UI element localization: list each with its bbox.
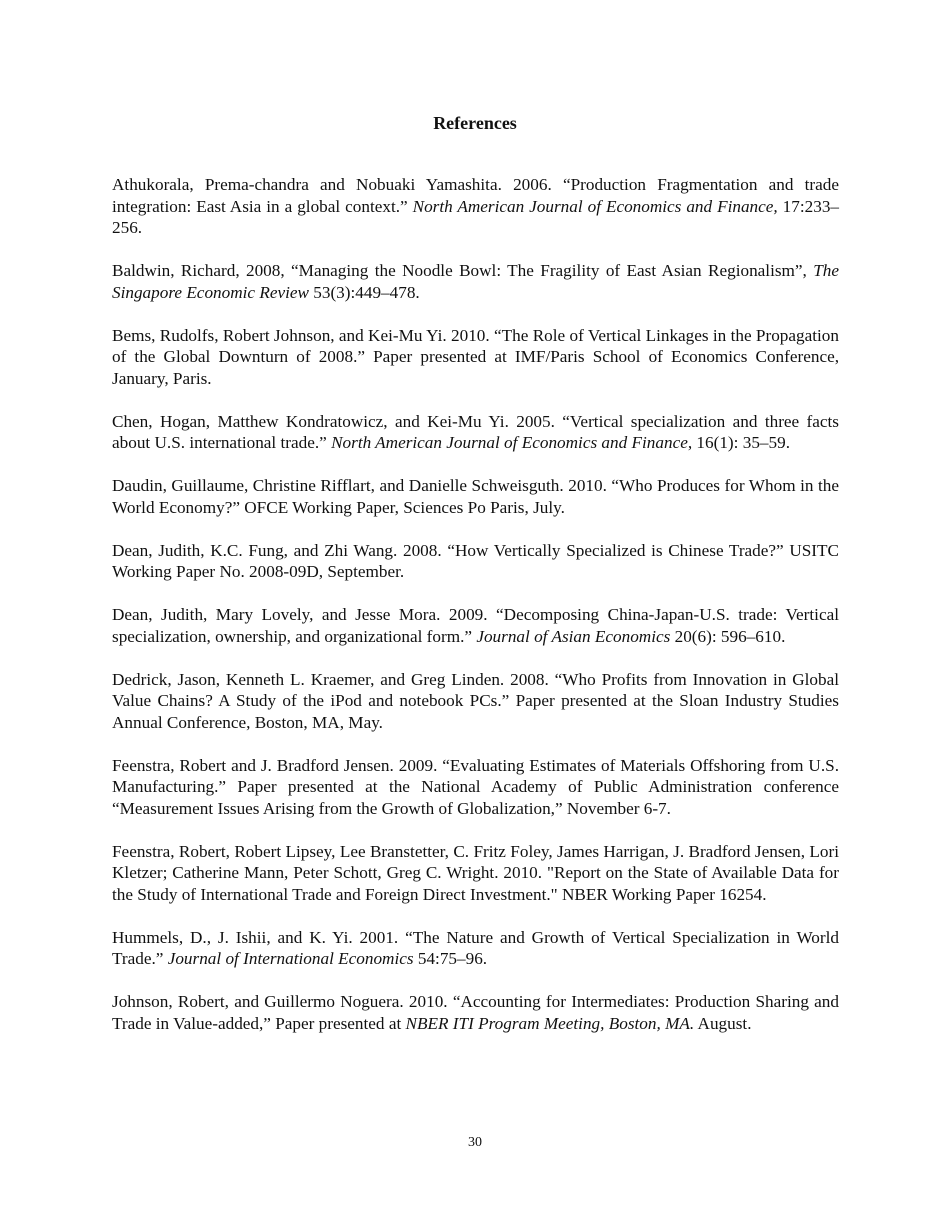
reference-text: Chen, Hogan, Matthew Kondratowicz, and Kei-Mu Yi. 2005. “Vertical specialization and three facts about U.S. international trade.” xyxy=(112,411,839,453)
reference-text: Dean, Judith, Mary Lovely, and Jesse Mora. 2009. “Decomposing China-Japan-U.S. trade: Vertical specialization, ownership, and organizational form.” xyxy=(112,605,839,646)
reference-entry xyxy=(112,325,839,390)
reference-journal: The Singapore Economic Review xyxy=(112,261,839,302)
reference-text: Feenstra, Robert and J. Bradford Jensen. 2009. “Evaluating Estimates of Materials Offshoring from U.S. Manufacturing.” Paper presented at the National Academy of Public Administration conference “Measurement Issues Arising from the Growth of Globalization,” November 6-7. xyxy=(112,755,839,818)
references-heading: References xyxy=(433,113,517,133)
reference-entry xyxy=(112,475,839,518)
reference-details: , 16(1): 35–59. xyxy=(687,433,790,453)
reference-entry xyxy=(112,260,839,303)
reference-entry xyxy=(112,927,839,970)
reference-journal: North American Journal of Economics and Finance, xyxy=(412,196,778,216)
reference-text: Bems, Rudolfs, Robert Johnson, and Kei-Mu Yi. 2010. “The Role of Vertical Linkages in the Propagation of the Global Downturn of 2008.” Paper presented at IMF/Paris School of Economics Conference, January, Paris. xyxy=(112,325,839,388)
reference-details: 20(6): 596–610. xyxy=(670,626,786,646)
reference-entry xyxy=(112,540,839,583)
reference-text: Feenstra, Robert, Robert Lipsey, Lee Branstetter, C. Fritz Foley, James Harrigan, J. Bradford Jensen, Lori Kletzer; Catherine Mann, Peter Schott, Greg C. Wright. 2010. "Report on the State of Available Data for the Study of International Trade and Foreign Direct Investment." NBER Working Paper 16254. xyxy=(112,841,839,904)
reference-journal: Journal of International Economics xyxy=(167,949,414,969)
reference-details: 17:233–256. xyxy=(112,196,840,238)
reference-entry xyxy=(112,841,839,906)
reference-text: Dean, Judith, K.C. Fung, and Zhi Wang. 2008. “How Vertically Specialized is Chinese Trade?” USITC Working Paper No. 2008-09D, September. xyxy=(112,540,839,582)
reference-entry xyxy=(112,991,839,1034)
reference-text: Johnson, Robert, and Guillermo Noguera. 2010. “Accounting for Intermediates: Production Sharing and Trade in Value-added,” Paper presented at xyxy=(112,992,839,1033)
reference-text: Hummels, D., J. Ishii, and K. Yi. 2001. “The Nature and Growth of Vertical Specialization in World Trade.” xyxy=(112,927,839,969)
reference-journal: North American Journal of Economics and Finance xyxy=(331,433,688,453)
reference-entry xyxy=(112,411,839,454)
reference-details: 54:75–96. xyxy=(413,949,488,969)
reference-text: Dedrick, Jason, Kenneth L. Kraemer, and Greg Linden. 2008. “Who Profits from Innovation in Global Value Chains? A Study of the iPod and notebook PCs.” Paper presented at the Sloan Industry Studies Annual Conference, Boston, MA, May. xyxy=(112,669,839,732)
reference-details: August. xyxy=(694,1013,752,1033)
reference-journal: NBER ITI Program Meeting, Boston, MA. xyxy=(405,1013,695,1033)
reference-journal: Journal of Asian Economics xyxy=(476,626,671,646)
reference-text: Athukorala, Prema-chandra and Nobuaki Yamashita. 2006. “Production Fragmentation and trade integration: East Asia in a global context.” xyxy=(112,175,839,216)
reference-entry xyxy=(112,604,839,647)
reference-details: 53(3):449–478. xyxy=(308,282,420,302)
reference-entry xyxy=(112,755,839,820)
page-number: 30 xyxy=(468,1135,482,1150)
reference-text: Daudin, Guillaume, Christine Rifflart, and Danielle Schweisguth. 2010. “Who Produces for Whom in the World Economy?” OFCE Working Paper, Sciences Po Paris, July. xyxy=(112,476,839,517)
reference-list xyxy=(112,174,839,1056)
reference-entry xyxy=(112,174,839,239)
reference-text: Baldwin, Richard, 2008, “Managing the Noodle Bowl: The Fragility of East Asian Regionalism”, xyxy=(112,261,814,281)
reference-entry xyxy=(112,669,839,734)
